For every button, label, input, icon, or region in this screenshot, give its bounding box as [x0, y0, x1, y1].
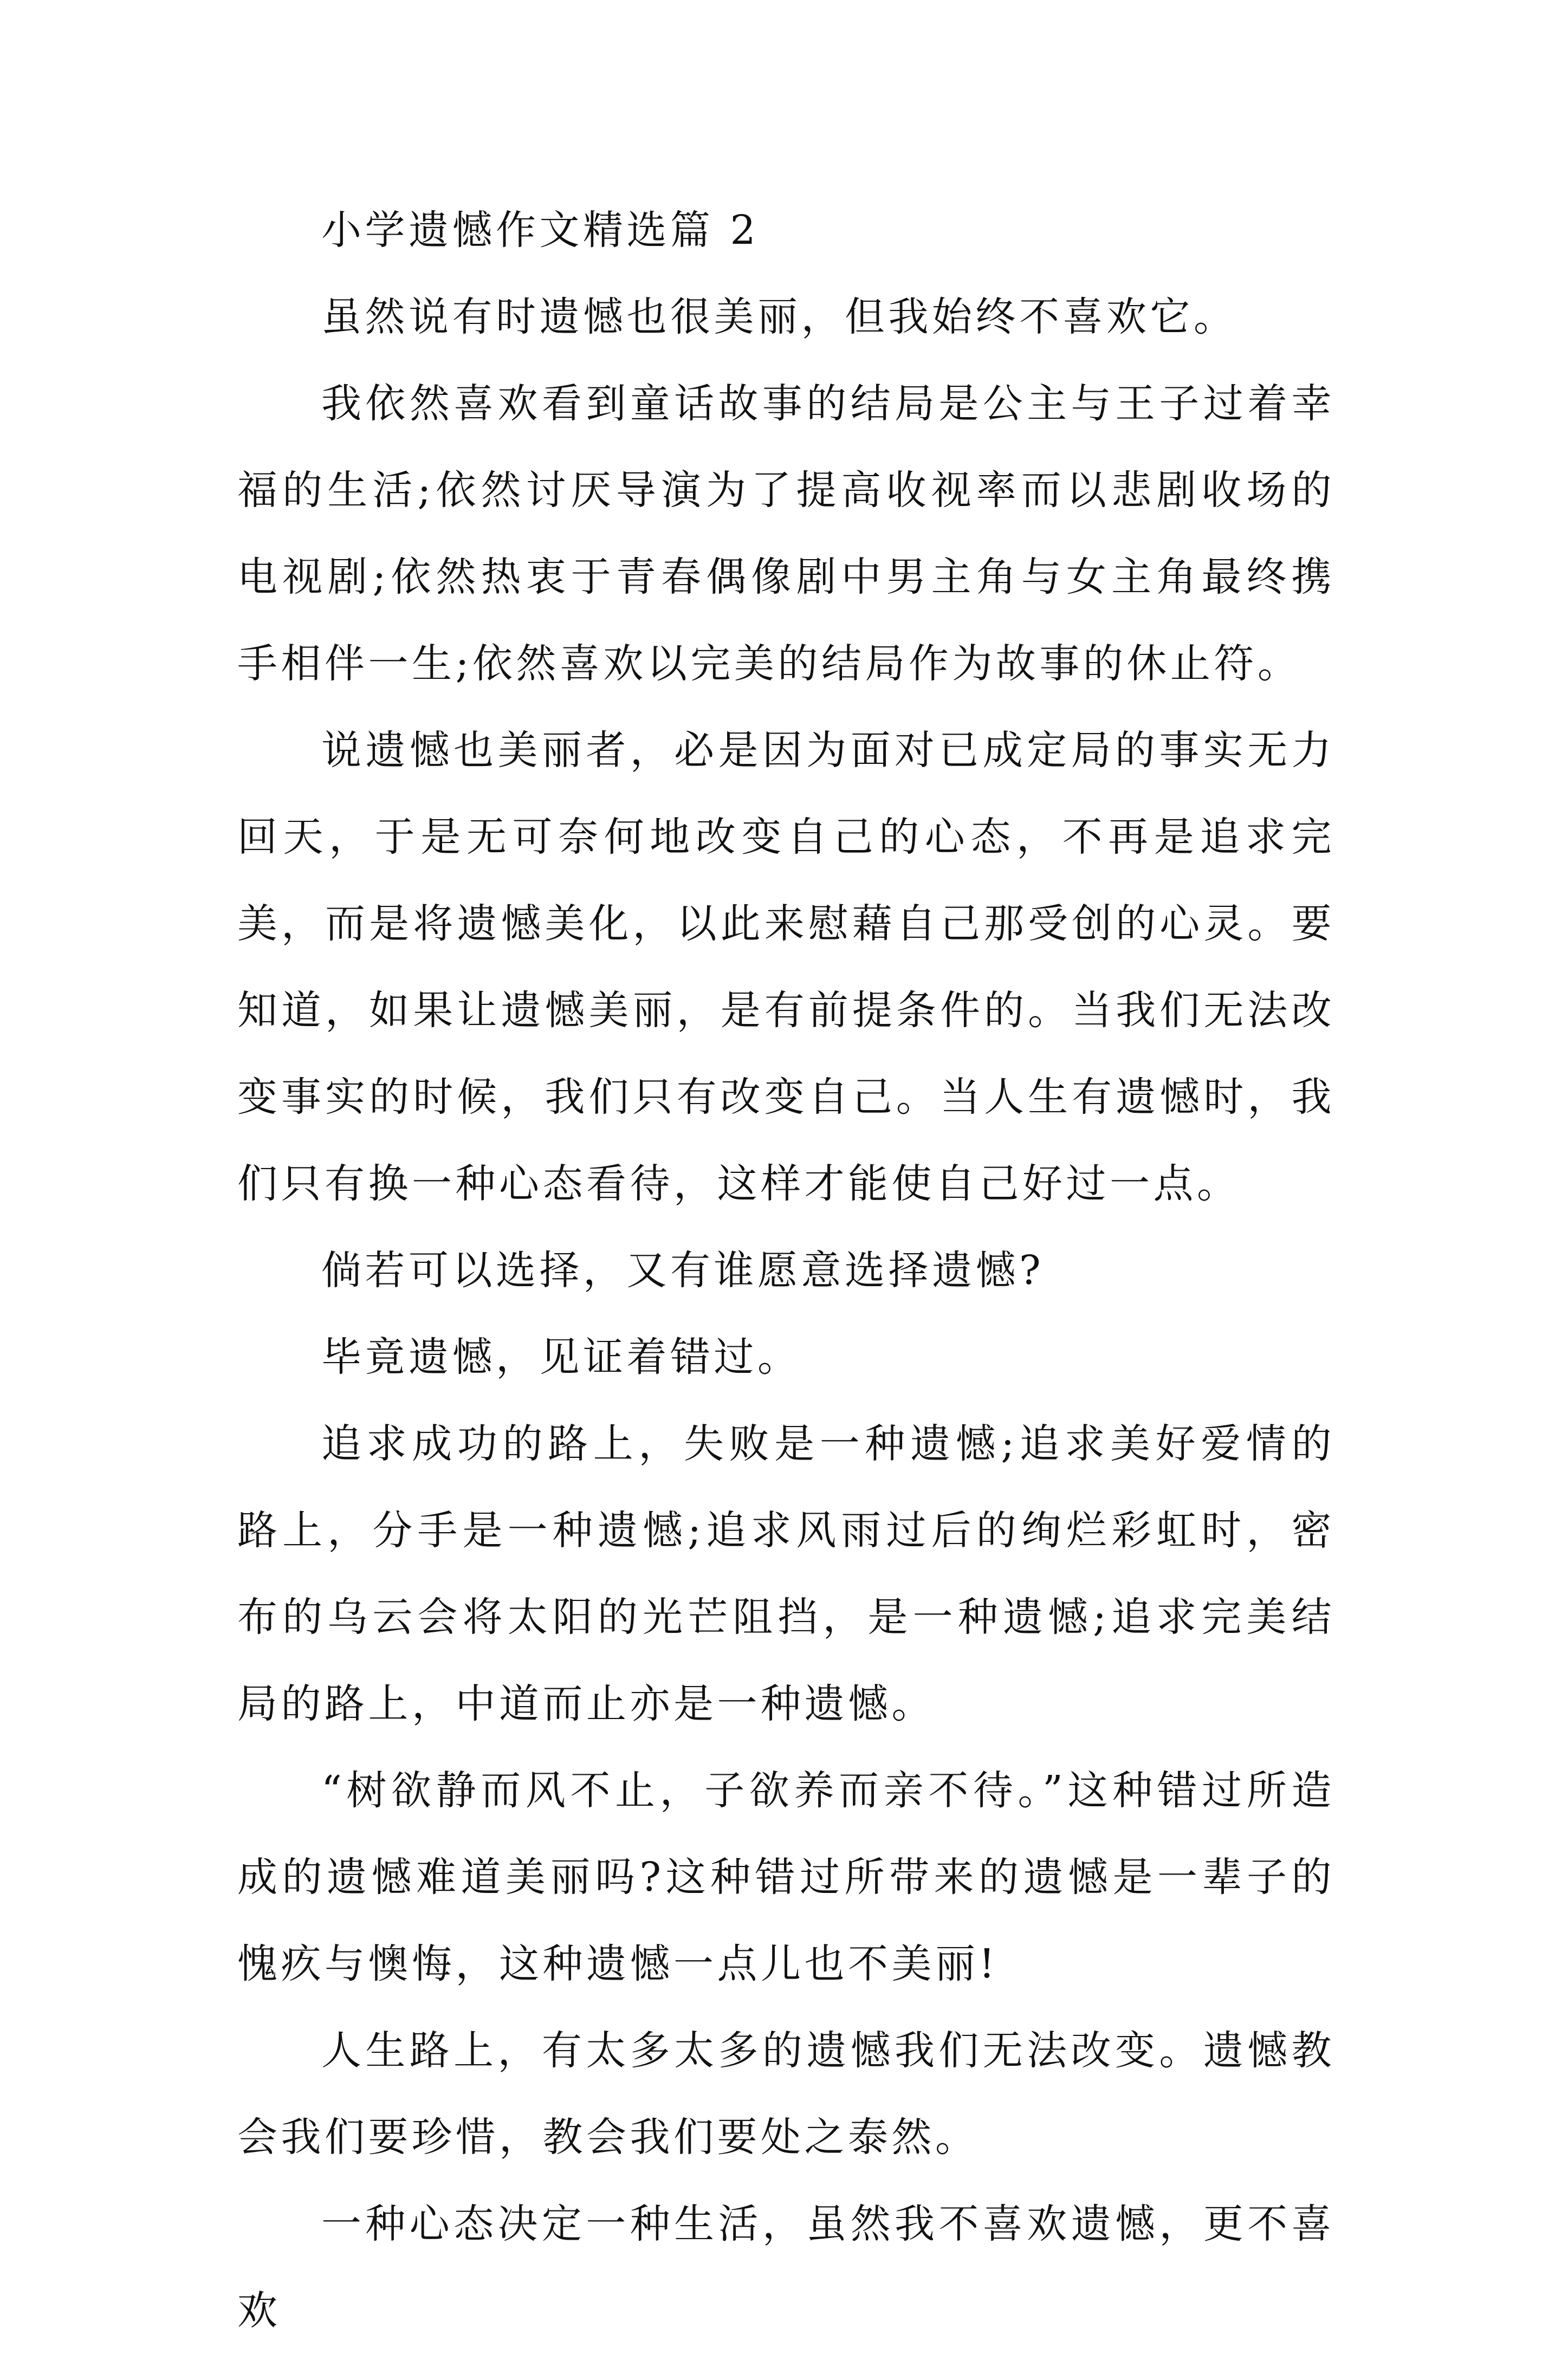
paragraph-7: “树欲静而风不止，子欲养而亲不待。”这种错过所造成的遗憾难道美丽吗?这种错过所带来的遗憾是一辈子的愧疚与懊悔，这种遗憾一点儿也不美丽! [237, 1767, 1335, 1987]
paragraph-3: 说遗憾也美丽者，必是因为面对已成定局的事实无力回天，于是无可奈何地改变自己的心态，不再是追求完美，而是将遗憾美化，以此来慰藉自己那受创的心灵。要知道，如果让遗憾美丽，是有前提条件的。当我们无法改变事实的时候，我们只有改变自己。当人生有遗憾时，我们只有换一种心态看待，这样才能使自己好过一点。 [237, 727, 1335, 1207]
paragraph-5: 毕竟遗憾，见证着错过。 [321, 1334, 801, 1380]
paragraph-6: 追求成功的路上，失败是一种遗憾;追求美好爱情的路上，分手是一种遗憾;追求风雨过后的绚烂彩虹时，密布的乌云会将太阳的光芒阻挡，是一种遗憾;追求完美结局的路上，中道而止亦是一种遗憾。 [237, 1421, 1335, 1727]
paragraph-9: 一种心态决定一种生活，虽然我不喜欢遗憾，更不喜欢 [237, 2201, 1335, 2334]
paragraph-8: 人生路上，有太多太多的遗憾我们无法改变。遗憾教会我们要珍惜，教会我们要处之泰然。 [237, 2027, 1335, 2161]
document-title: 小学遗憾作文精选篇 2 [321, 207, 760, 254]
paragraph-2: 我依然喜欢看到童话故事的结局是公主与王子过着幸福的生活;依然讨厌导演为了提高收视率而以悲剧收场的电视剧;依然热衷于青春偶像剧中男主角与女主角最终携手相伴一生;依然喜欢以完美的结局作为故事的休止符。 [237, 380, 1335, 687]
document-body [237, 187, 1335, 2354]
paragraph-1: 虽然说有时遗憾也很美丽，但我始终不喜欢它。 [321, 294, 1237, 340]
paragraph-4: 倘若可以选择，又有谁愿意选择遗憾? [321, 1247, 1045, 1294]
